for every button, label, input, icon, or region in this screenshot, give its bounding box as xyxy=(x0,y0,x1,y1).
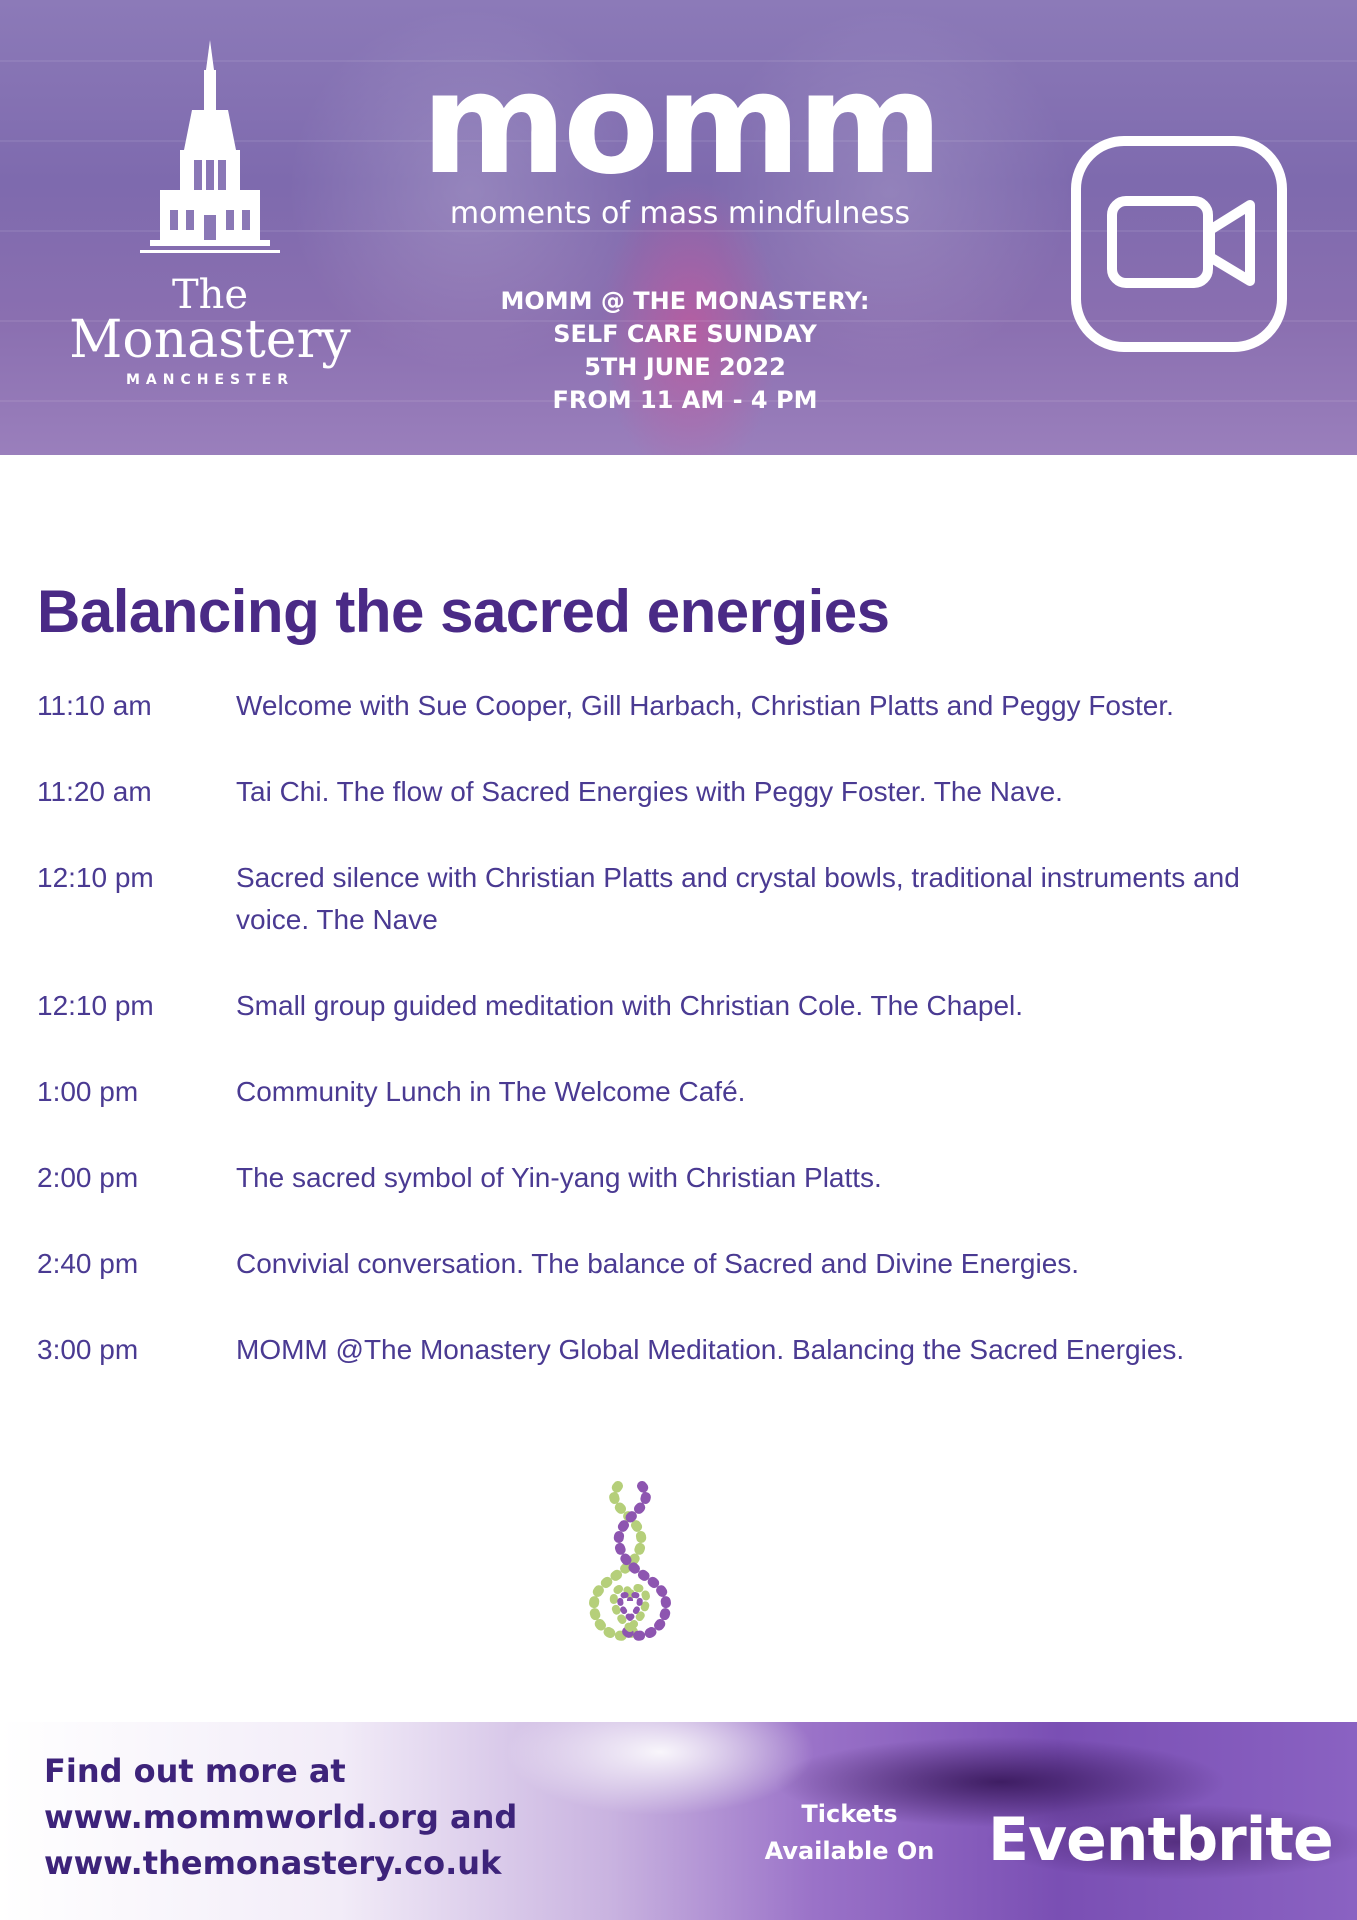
schedule-time: 3:00 pm xyxy=(37,1334,139,1365)
schedule-desc: The sacred symbol of Yin-yang with Christian Platts. xyxy=(236,1162,882,1193)
schedule-desc: Sacred silence with Christian Platts and crystal bowls, traditional instruments and voice. The Nave xyxy=(236,862,1240,935)
brand-tagline: moments of mass mindfulness xyxy=(449,196,911,231)
header-banner xyxy=(0,0,1357,455)
video-camera-icon xyxy=(1070,135,1288,353)
tickets-label xyxy=(752,1796,947,1870)
tickets-line: Available On xyxy=(764,1837,935,1865)
monastery-logo xyxy=(60,40,360,390)
schedule-time: 2:40 pm xyxy=(37,1248,139,1279)
schedule-time: 1:00 pm xyxy=(37,1076,139,1107)
event-line: FROM 11 AM - 4 PM xyxy=(552,386,818,414)
page-title: Balancing the sacred energies xyxy=(37,578,890,645)
more-info-line: Find out more at xyxy=(44,1752,346,1790)
schedule-row xyxy=(37,685,1327,727)
schedule-time: 11:20 am xyxy=(37,776,152,807)
brand-name: momm xyxy=(421,43,939,206)
more-info-link[interactable]: www.mommworld.org and xyxy=(44,1798,518,1836)
schedule-time: 2:00 pm xyxy=(37,1162,139,1193)
schedule-row xyxy=(37,1243,1327,1285)
schedule-desc: Community Lunch in The Welcome Café. xyxy=(236,1076,746,1107)
schedule-row xyxy=(37,1157,1327,1199)
event-line: MOMM @ THE MONASTERY: xyxy=(500,287,870,315)
heart-pendant-icon xyxy=(580,1478,680,1646)
schedule-time: 11:10 am xyxy=(37,690,152,721)
schedule-row xyxy=(37,771,1327,813)
logo-the: The xyxy=(171,272,249,318)
event-line: 5TH JUNE 2022 xyxy=(584,353,786,381)
event-details xyxy=(440,285,930,417)
schedule-desc: MOMM @The Monastery Global Meditation. Balancing the Sacred Energies. xyxy=(236,1334,1185,1365)
schedule-time: 12:10 pm xyxy=(37,990,154,1021)
monastery-church-icon xyxy=(140,40,280,260)
schedule-desc: Welcome with Sue Cooper, Gill Harbach, Christian Platts and Peggy Foster. xyxy=(236,690,1174,721)
logo-city: MANCHESTER xyxy=(125,372,294,388)
schedule-row xyxy=(37,857,1327,941)
more-info-link[interactable]: www.themonastery.co.uk xyxy=(44,1844,502,1882)
schedule-row xyxy=(37,1329,1327,1371)
footer-banner xyxy=(0,1722,1357,1920)
logo-name: Monastery xyxy=(69,310,351,370)
schedule-desc: Tai Chi. The flow of Sacred Energies with Peggy Foster. The Nave. xyxy=(236,776,1063,807)
eventbrite-logo[interactable]: Eventbrite xyxy=(988,1805,1333,1875)
schedule-desc: Small group guided meditation with Christian Cole. The Chapel. xyxy=(236,990,1024,1021)
tickets-line: Tickets xyxy=(801,1800,898,1828)
schedule-time: 12:10 pm xyxy=(37,862,154,893)
momm-brand xyxy=(400,43,960,234)
schedule-desc: Convivial conversation. The balance of Sacred and Divine Energies. xyxy=(236,1248,1080,1279)
schedule-row xyxy=(37,985,1327,1027)
schedule-row xyxy=(37,1071,1327,1113)
more-info xyxy=(44,1748,644,1886)
schedule-list xyxy=(37,685,1327,1371)
event-line: SELF CARE SUNDAY xyxy=(553,320,817,348)
